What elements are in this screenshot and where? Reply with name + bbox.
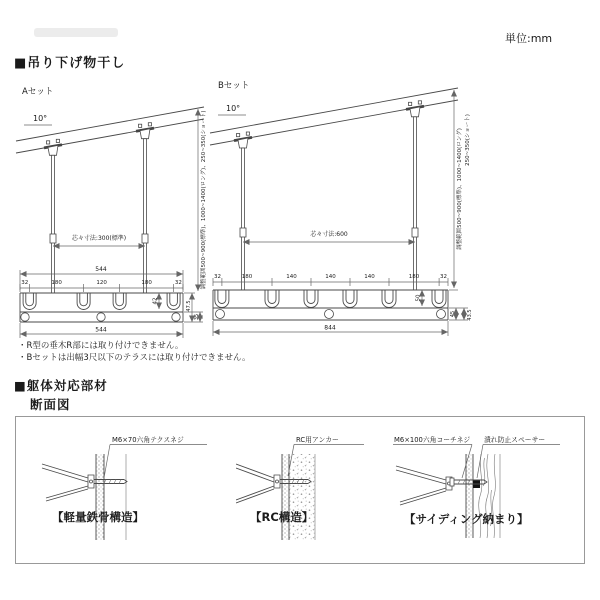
bset-bar-hole-3 (437, 310, 446, 319)
bset-rod-left-collar (240, 228, 246, 237)
siding-screw-label: M6×100六角コーチネジ (394, 436, 471, 444)
bset-label: Bセット (218, 81, 250, 91)
aset-bar-hole-2 (97, 313, 105, 321)
aset-bar-hole-1 (21, 313, 29, 321)
aset-label: Aセット (22, 87, 54, 97)
bset-bottomwidth-label: 844 (324, 324, 336, 332)
bset-rod-right (414, 117, 417, 290)
bset-bar-hole-1 (216, 310, 225, 319)
bset-hanger-right (406, 101, 424, 117)
diagram-steel-frame (26, 428, 211, 556)
bset-bar-hole-2 (325, 310, 334, 319)
bset-bottomwidth-dim (213, 321, 448, 336)
bset-seg-4: 140 (364, 274, 375, 280)
steel-label-leader (104, 445, 110, 479)
bset-adjust-text-1: 調整範囲500~900(標準)、1000~1400(ロング) (457, 128, 463, 250)
footnote-2: ・Bセットは出幅3尺以下のテラスには取り付けできません。 (18, 353, 251, 363)
aset-bar (20, 293, 183, 322)
aset-pitch-label: 芯々寸法:300(標準) (71, 235, 127, 242)
bset-h1-label: 45 (450, 310, 456, 318)
bset-hookdepth-label: 50 (415, 294, 422, 302)
bset-rod-right-collar (412, 228, 418, 237)
bset-adjust-text-2: 250~350(ショート) (465, 114, 471, 166)
steel-screw-label: M6×70六角テクスネジ (112, 436, 184, 444)
spacer-leader (477, 445, 483, 479)
bset-roof-lines (210, 88, 458, 145)
aset-side-dims (184, 293, 203, 322)
rc-concrete-fill (289, 454, 315, 540)
bset-pitch-label: 芯々寸法:600 (310, 231, 348, 238)
aset-hookdepth-label: 42 (152, 297, 159, 305)
aset-rod-right (144, 139, 147, 293)
bset-seg-6: 32 (440, 274, 447, 280)
bset-angle-label: 10° (226, 104, 241, 113)
bset-seg-0: 32 (214, 274, 221, 280)
bset-seg-5: 180 (408, 274, 420, 280)
siding-bracket (396, 466, 452, 505)
rc-wall-fill (282, 454, 289, 540)
bset-segment-dims (213, 274, 448, 286)
aset-angle-label: 10° (33, 114, 48, 123)
bset-rod-left (242, 148, 245, 290)
steel-wall-fill (96, 454, 104, 540)
rc-caption: 【RC構造】 (250, 510, 314, 524)
aset-hanger-left (44, 139, 62, 155)
aset-seg-1: 180 (51, 280, 62, 286)
footnotes (18, 340, 251, 364)
aset-seg-3: 180 (141, 280, 152, 286)
steel-bracket (42, 464, 94, 501)
aset-bottomwidth-dim (20, 323, 183, 338)
aset-rod-left-collar (50, 234, 56, 243)
bset-seg-2: 140 (286, 274, 297, 280)
bset-bar (213, 290, 448, 320)
bset-drawing (206, 78, 476, 342)
aset-seg-2: 120 (96, 280, 107, 286)
aset-h1-label: 47.5 (186, 300, 192, 312)
scan-smudge (34, 28, 118, 37)
bset-seg-1: 180 (241, 274, 253, 280)
bset-seg-3: 140 (325, 274, 336, 280)
aset-topwidth-label: 544 (95, 266, 107, 273)
footnote-1: ・R型の垂木R部には取り付けできません。 (18, 341, 184, 351)
frame-section-title: ■躯体対応部材 (14, 378, 108, 393)
rc-anchor-label: RC用アンカー (296, 436, 339, 444)
bset-hanger-left (234, 132, 252, 148)
unit-label: 単位:mm (505, 32, 553, 45)
aset-rod-left (52, 155, 55, 293)
rc-bracket (236, 464, 280, 503)
aset-drawing (8, 84, 213, 342)
aset-seg-4: 32 (174, 280, 182, 286)
aset-bottomwidth-label: 544 (95, 326, 107, 334)
aset-seg-0: 32 (21, 280, 29, 286)
steel-caption: 【軽量鉄骨構造】 (52, 510, 144, 524)
bset-side-dims (449, 290, 473, 321)
aset-hanger-right (136, 123, 154, 139)
aset-segment-dims (20, 280, 183, 292)
cross-section-box (15, 416, 585, 564)
aset-h2-label: 35 (194, 313, 200, 321)
bset-h2-label: 43.5 (467, 309, 473, 321)
aset-rod-right-collar (142, 234, 148, 243)
aset-topwidth-dim (20, 266, 183, 290)
aset-bar-hole-3 (172, 313, 180, 321)
page-title: ■吊り下げ物干し (14, 56, 126, 71)
diagram-rc (236, 428, 396, 556)
aset-adjust-text: 調整範囲500~900(標準)、1000~1400(ロング)、250~350(ショート) (201, 110, 207, 290)
bset-hooks (215, 290, 446, 308)
spacer-label: 潰れ防止スペーサー (484, 436, 546, 444)
diagram-siding (388, 428, 578, 556)
frame-section-subtitle: 断面図 (30, 397, 71, 412)
siding-caption: 【サイディング納まり】 (404, 512, 529, 526)
